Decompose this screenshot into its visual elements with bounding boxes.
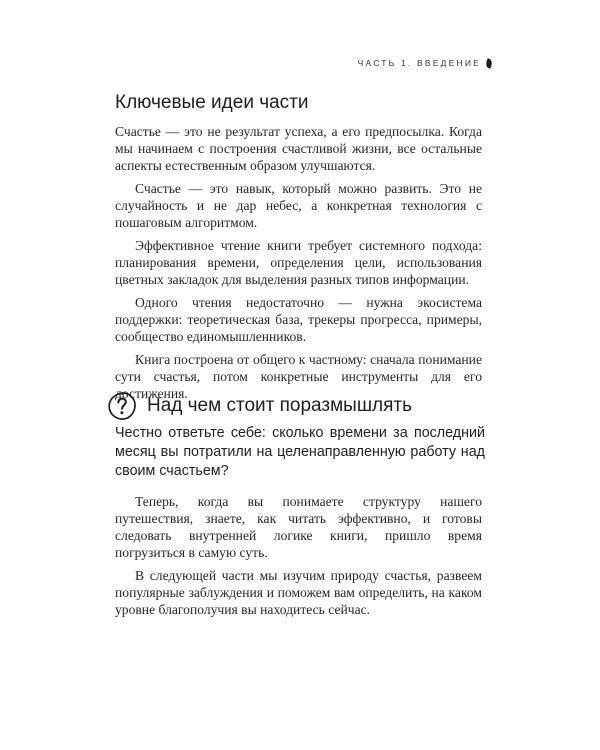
paragraph: Счастье — это не результат успеха, а его предпосылка. Когда мы начинаем с построения счастливой жизни, все остальные аспекты естественным образом улучшаются. — [115, 124, 482, 173]
paragraph: Счастье — это навык, который можно развить. Это не случайность и не дар небес, а конкретная технология с пошаговым алгоритмом. — [115, 181, 482, 230]
paragraph: Теперь, когда вы понимаете структуру нашего путешествия, знаете, как читать эффективно, и готовы следовать внутренней логике книги, пришло время погрузиться в самую суть. — [115, 494, 482, 560]
question-mark-icon — [106, 390, 138, 422]
leaf-icon — [485, 58, 494, 69]
paragraph: Эффективное чтение книги требует системного подхода: планирования времени, определения цели, использования цветных закладок для выделения разных типов информации. — [115, 238, 482, 287]
reflection-prompt: Честно ответьте себе: сколько времени за последний месяц вы потратили на целенаправленную работу над своим счастьем? — [115, 425, 485, 479]
running-head — [358, 58, 492, 68]
paragraph: Одного чтения недостаточно — нужна экосистема поддержки: теоретическая база, трекеры прогресса, примеры, сообщество единомышленников. — [115, 295, 482, 344]
paragraph: Книга построена от общего к частному: сначала понимание сути счастья, потом конкретные инструменты для его достижения. — [115, 352, 482, 401]
reflection-header — [106, 390, 412, 422]
key-ideas-heading: Ключевые идеи части — [115, 92, 309, 113]
key-ideas-section — [115, 123, 482, 402]
running-head-text: ЧАСТЬ 1. ВВЕДЕНИЕ — [357, 58, 481, 68]
reflection-heading: Над чем стоит поразмышлять — [147, 395, 413, 416]
closing-section — [115, 493, 482, 618]
paragraph: В следующей части мы изучим природу счастья, развеем популярные заблуждения и поможем вам определить, на каком уровне благополучия вы находитесь сейчас. — [115, 568, 482, 617]
